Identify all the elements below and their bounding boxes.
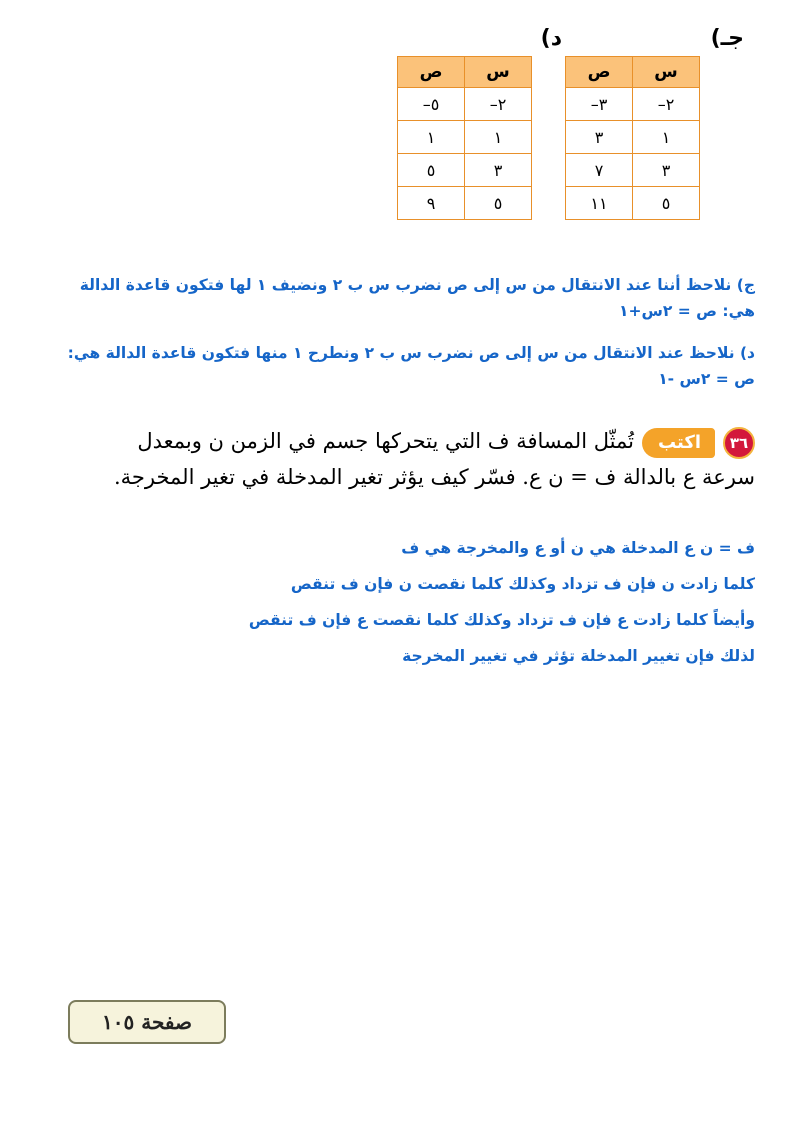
table-cell: ٣ (465, 154, 532, 187)
answer-line: د) نلاحظ عند الانتقال من س إلى ص نضرب س ب ٢ ونطرح ١ منها فتكون قاعدة الدالة هي: (67, 344, 755, 362)
answer-line: هي: ص = ٢س+١ (619, 302, 755, 320)
table-header-s: س (633, 57, 700, 88)
table-cell: ٩ (398, 187, 465, 220)
table-cell: ٢– (633, 88, 700, 121)
table-cell: ١ (465, 121, 532, 154)
table-cell: ٣ (566, 121, 633, 154)
table-cell: ٢– (465, 88, 532, 121)
table-cell: ٥– (398, 88, 465, 121)
table-cell: ١ (398, 121, 465, 154)
question-line: تُمثّل المسافة ف التي يتحركها جسم في الزمن ن وبمعدل (137, 429, 634, 453)
question-line: سرعة ع بالدالة ف = ن ع. فسّر كيف يؤثر تغير المدخلة في تغير المخرجة. (113, 465, 755, 489)
label-dal: د) (540, 26, 562, 51)
question-36 (45, 423, 755, 495)
table-cell: ٥ (398, 154, 465, 187)
answer-line: ج) نلاحظ أننا عند الانتقال من س إلى ص نضرب س ب ٢ ونضيف ١ لها فتكون قاعدة الدالة (79, 276, 755, 294)
table-cell: ١١ (566, 187, 633, 220)
answer-line: ف = ن ع المدخلة هي ن أو ع والمخرجة هي ف (401, 539, 755, 557)
answer-line: ص = ٢س -١ (658, 370, 755, 388)
question-number: ٣٦ (723, 427, 755, 459)
table-cell: ٥ (633, 187, 700, 220)
answer-jeem (45, 272, 755, 324)
table-dal (397, 56, 532, 220)
table-cell: ٧ (566, 154, 633, 187)
table-cell: ٣– (566, 88, 633, 121)
table-cell: ١ (633, 121, 700, 154)
page-number-box: صفحة ١٠٥ (68, 1000, 226, 1044)
answer-dal (45, 340, 755, 392)
answer-line: لذلك فإن تغيير المدخلة تؤثر في تغيير المخرجة (402, 647, 755, 665)
table-jeem (565, 56, 700, 220)
answer-line: وأيضاً كلما زادت ع فإن ف تزداد وكذلك كلما نقصت ع فإن ف تنقص (248, 611, 755, 629)
table-header-sad: ص (398, 57, 465, 88)
answer-question-36 (45, 530, 755, 674)
label-jeem: جـ) (710, 26, 744, 51)
table-header-sad: ص (566, 57, 633, 88)
answer-line: كلما زادت ن فإن ف تزداد وكذلك كلما نقصت ن فإن ف تنقص (290, 575, 755, 593)
write-badge: اكتب (642, 428, 715, 458)
table-cell: ٥ (465, 187, 532, 220)
table-header-s: س (465, 57, 532, 88)
table-cell: ٣ (633, 154, 700, 187)
